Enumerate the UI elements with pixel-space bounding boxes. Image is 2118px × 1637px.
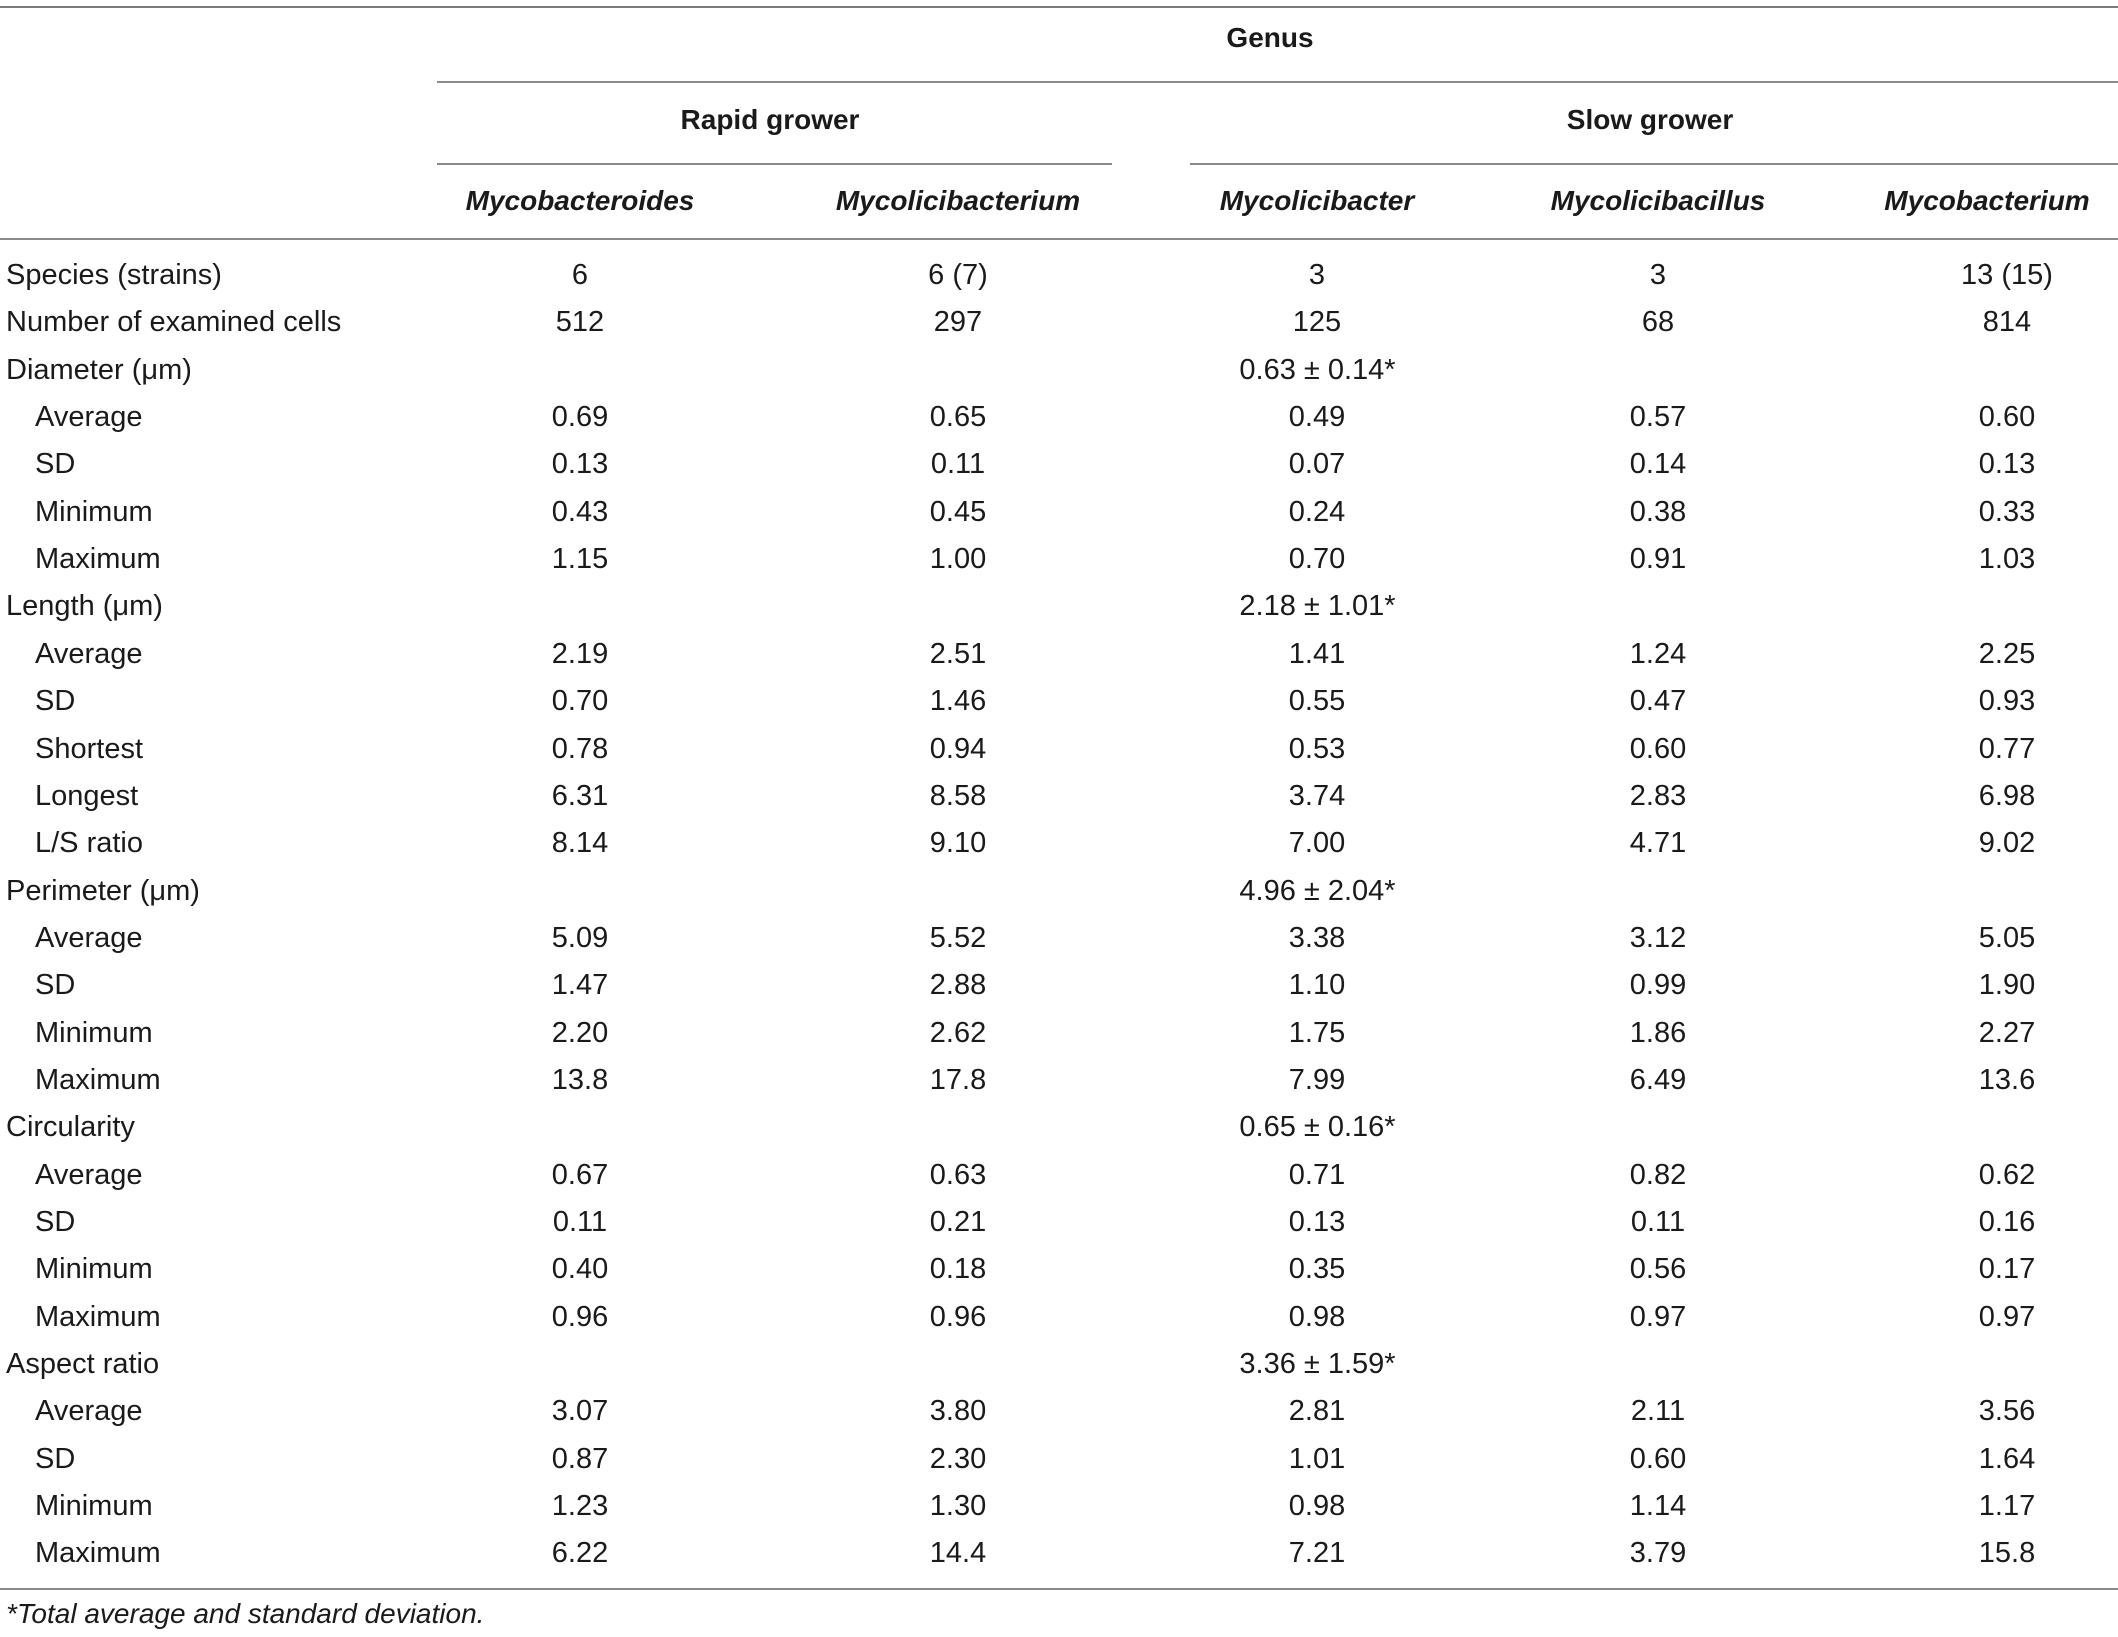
table-cell: 1.47 [551,969,609,1002]
table-row [0,1104,2118,1151]
table-cell: 1.14 [1629,1490,1687,1523]
table-cell: 3 [1649,259,1667,291]
row-sublabel: L/S ratio [35,827,143,860]
table-cell: 0.69 [551,401,609,434]
table-row [0,820,2118,867]
row-sublabel: Maximum [35,1300,161,1333]
table-cell: 13.6 [1978,1063,2036,1096]
table-cell: 2.20 [551,1016,609,1049]
table-row [0,1483,2118,1530]
table-cell: 1.64 [1978,1442,2036,1475]
row-label: Length (μm) [6,590,163,623]
summary-value: 4.96 ± 2.04* [1239,874,1396,907]
table-row [0,489,2118,536]
table-cell: 0.07 [1288,448,1346,481]
row-sublabel: Average [35,637,143,670]
table-cell: 0.60 [1629,1442,1687,1475]
table-cell: 3.12 [1629,921,1687,954]
table-row [0,1294,2118,1341]
table-cell: 0.57 [1629,401,1687,434]
table-cell: 0.94 [929,732,987,765]
table-cell: 0.97 [1978,1300,2036,1333]
table-cell: 2.51 [929,637,987,670]
table-cell: 0.62 [1978,1158,2036,1191]
table-cell: 1.75 [1288,1016,1346,1049]
table-cell: 0.96 [929,1300,987,1333]
table-row [0,1388,2118,1435]
table-cell: 8.14 [551,827,609,860]
row-sublabel: Minimum [35,1490,153,1523]
table-cell: 0.65 [929,401,987,434]
table-cell: 1.90 [1978,969,2036,1002]
table-cell: 0.33 [1978,495,2036,528]
column-header-mycolicibacterium: Mycolicibacterium [835,185,1081,216]
table-row [0,536,2118,583]
table-cell: 0.96 [551,1300,609,1333]
table-cell: 0.11 [552,1206,608,1238]
table-cell: 6.98 [1978,779,2036,812]
table-cell: 0.55 [1288,685,1346,718]
table-cell: 0.97 [1629,1300,1687,1333]
table-cell: 2.83 [1629,779,1687,812]
summary-value: 0.65 ± 0.16* [1239,1111,1396,1144]
table-row [0,631,2118,678]
table-cell: 5.09 [551,921,609,954]
genus-rule [437,81,2118,83]
table-cell: 0.99 [1629,969,1687,1002]
bottom-rule [0,1588,2118,1590]
table-cell: 1.46 [929,685,987,718]
table-cell: 8.58 [929,779,987,812]
table-cell: 0.70 [551,685,609,718]
table-cell: 0.14 [1629,448,1687,481]
group-header-rapid: Rapid grower [680,104,860,135]
table-cell: 0.71 [1288,1158,1346,1191]
genus-header: Genus [1226,22,1314,53]
table-cell: 125 [1292,306,1342,339]
table-cell: 13 (15) [1961,259,2053,291]
table-cell: 14.4 [929,1537,987,1570]
row-sublabel: Minimum [35,495,153,528]
table-cell: 0.98 [1288,1490,1346,1523]
top-rule [0,6,2118,8]
table-cell: 2.19 [551,637,609,670]
table-cell: 9.02 [1978,827,2036,860]
row-label: Diameter (μm) [6,353,192,386]
table-row [0,252,2118,299]
table-cell: 5.52 [929,921,987,954]
row-sublabel: Maximum [35,1537,161,1570]
row-sublabel: SD [35,448,76,481]
table-cell: 1.03 [1978,543,2036,576]
table-cell: 3.74 [1288,779,1346,812]
table-cell: 0.13 [1978,448,2036,481]
table-cell: 1.15 [551,543,609,576]
table-cell: 0.49 [1288,401,1346,434]
column-header-mycobacterium: Mycobacterium [1884,185,2090,216]
table-cell: 7.21 [1288,1537,1346,1570]
table-cell: 0.91 [1629,543,1687,576]
table-row [0,773,2118,820]
column-header-mycolicibacter: Mycolicibacter [1219,185,1415,216]
table-row [0,1530,2118,1577]
table-cell: 3.79 [1629,1537,1687,1570]
table-cell: 0.38 [1629,495,1687,528]
table-row [0,394,2118,441]
table-cell: 0.13 [1288,1206,1346,1238]
row-sublabel: Shortest [35,732,143,765]
table-cell: 0.98 [1288,1300,1346,1333]
row-sublabel: SD [35,1442,76,1475]
table-cell: 7.99 [1288,1063,1346,1096]
table-cell: 1.10 [1288,969,1346,1002]
table-cell: 512 [555,306,605,339]
table-cell: 0.60 [1978,401,2036,434]
table-row [0,868,2118,915]
table-row [0,299,2118,346]
table-cell: 4.71 [1629,827,1687,860]
table-cell: 1.41 [1288,637,1346,670]
table-cell: 6 [571,259,589,291]
table-cell: 0.47 [1629,685,1687,718]
table-cell: 1.17 [1978,1490,2036,1523]
table-cell: 3 [1308,259,1326,291]
table-row [0,915,2118,962]
table-cell: 7.00 [1288,827,1346,860]
slow-group-rule [1190,163,2118,165]
table-cell: 0.40 [551,1253,609,1286]
row-sublabel: Average [35,1395,143,1428]
row-sublabel: SD [35,969,76,1002]
table-cell: 0.78 [551,732,609,765]
table-cell: 3.56 [1978,1395,2036,1428]
table-cell: 0.24 [1288,495,1346,528]
table-row [0,1152,2118,1199]
row-label: Number of examined cells [6,306,342,339]
table-cell: 0.43 [551,495,609,528]
table-cell: 0.70 [1288,543,1346,576]
table-cell: 0.53 [1288,732,1346,765]
table-cell: 0.82 [1629,1158,1687,1191]
table-row [0,441,2118,488]
row-sublabel: SD [35,1206,76,1238]
row-sublabel: Average [35,401,143,434]
table-cell: 2.25 [1978,637,2036,670]
table-cell: 9.10 [929,827,987,860]
table-cell: 0.60 [1629,732,1687,765]
table-cell: 1.01 [1288,1442,1346,1475]
table-cell: 0.16 [1978,1206,2036,1238]
table-cell: 0.17 [1978,1253,2036,1286]
table-row [0,1341,2118,1388]
row-sublabel: Maximum [35,543,161,576]
summary-value: 2.18 ± 1.01* [1239,590,1396,623]
table-row [0,1436,2118,1483]
row-label: Circularity [6,1111,135,1144]
header-bottom-rule [0,238,2118,240]
table-cell: 0.87 [551,1442,609,1475]
row-label: Aspect ratio [6,1348,160,1381]
row-label: Perimeter (μm) [6,874,200,907]
table-cell: 2.81 [1288,1395,1346,1428]
table-cell: 15.8 [1978,1537,2036,1570]
table-cell: 2.11 [1630,1395,1686,1428]
table-cell: 0.18 [929,1253,987,1286]
table-cell: 2.30 [929,1442,987,1475]
row-sublabel: Average [35,1158,143,1191]
table-row [0,347,2118,394]
row-sublabel: Minimum [35,1016,153,1049]
table-cell: 0.21 [929,1206,987,1238]
table-cell: 13.8 [551,1063,609,1096]
table-cell: 3.38 [1288,921,1346,954]
table-cell: 0.35 [1288,1253,1346,1286]
row-sublabel: Longest [35,779,139,812]
table-cell: 297 [933,306,983,339]
table-cell: 0.45 [929,495,987,528]
summary-value: 3.36 ± 1.59* [1239,1348,1396,1381]
row-sublabel: Average [35,921,143,954]
table-cell: 0.67 [551,1158,609,1191]
summary-value: 0.63 ± 0.14* [1239,353,1396,386]
table-cell: 68 [1641,306,1675,339]
column-header-mycobacteroides: Mycobacteroides [465,185,695,216]
table-cell: 3.07 [551,1395,609,1428]
row-sublabel: SD [35,685,76,718]
table-cell: 6.22 [551,1537,609,1570]
row-label: Species (strains) [6,259,222,291]
table-row [0,962,2118,1009]
table-cell: 2.88 [929,969,987,1002]
row-sublabel: Minimum [35,1253,153,1286]
table-cell: 5.05 [1978,921,2036,954]
table-cell: 6.31 [551,779,609,812]
table-cell: 2.27 [1978,1016,2036,1049]
column-header-mycolicibacillus: Mycolicibacillus [1550,185,1766,216]
table-cell: 814 [1982,306,2032,339]
table-cell: 1.00 [929,543,987,576]
table-cell: 0.56 [1629,1253,1687,1286]
table-cell: 6 (7) [928,259,988,291]
table-cell: 0.11 [1630,1206,1686,1238]
table-row [0,1246,2118,1293]
row-sublabel: Maximum [35,1063,161,1096]
table-cell: 0.63 [929,1158,987,1191]
table-row [0,1199,2118,1246]
table-cell: 0.93 [1978,685,2036,718]
rapid-group-rule [437,163,1112,165]
table-cell: 3.80 [929,1395,987,1428]
table-cell: 1.23 [551,1490,609,1523]
table-cell: 0.77 [1978,732,2036,765]
table-cell: 2.62 [929,1016,987,1049]
footnote: *Total average and standard deviation. [6,1598,485,1629]
table-cell: 1.30 [929,1490,987,1523]
table-cell: 1.86 [1629,1016,1687,1049]
table-row [0,1057,2118,1104]
table-row [0,583,2118,630]
table-cell: 1.24 [1629,637,1687,670]
table-cell: 0.11 [930,448,986,481]
table-cell: 6.49 [1629,1063,1687,1096]
table-cell: 17.8 [929,1063,987,1096]
table-row [0,726,2118,773]
table-row [0,1010,2118,1057]
group-header-slow: Slow grower [1566,104,1734,135]
table-cell: 0.13 [551,448,609,481]
table-row [0,678,2118,725]
